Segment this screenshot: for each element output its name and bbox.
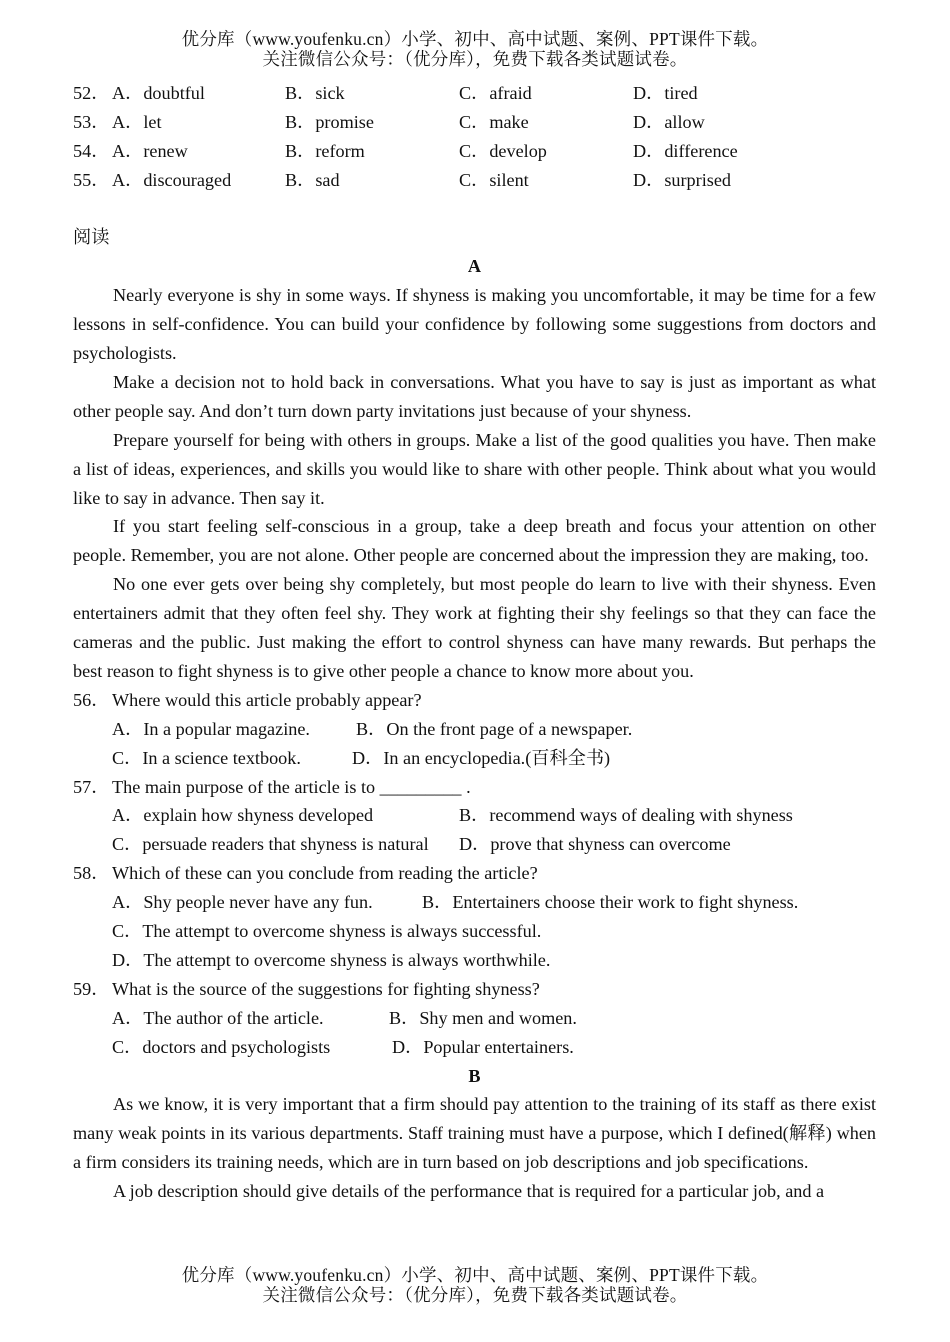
option-row — [73, 888, 876, 917]
option-b: B．On the front page of a newspaper. — [356, 718, 633, 739]
option-a: A．renew — [112, 140, 188, 161]
question-57 — [73, 773, 876, 802]
option-c: C．afraid — [459, 83, 532, 103]
passage-a-paragraph: Nearly everyone is shy in some ways. If shyness is making you uncomfortable, it may be time for a few lessons in self-confidence. You can build your confidence by following some suggestions from doctors and psychologists. — [73, 285, 876, 364]
option-d: D．difference — [633, 140, 738, 161]
option-d: D．tired — [633, 83, 698, 103]
question-56 — [73, 686, 876, 715]
question-stem: Which of these can you conclude from reading the article? — [112, 863, 538, 884]
question-stem: The main purpose of the article is to _________ . — [112, 776, 471, 797]
passage-a-paragraph: Make a decision not to hold back in conversations. What you have to say is just as important as what other people say. And don’t turn down party invitations just because of your shyness. — [73, 371, 876, 421]
passage-a-paragraph: If you start feeling self-conscious in a group, take a deep breath and focus your attention on other people. Remember, you are not alone. Other people are concerned about the impression they are making, too. — [73, 516, 876, 566]
cloze-option-row — [73, 79, 876, 108]
option-row — [73, 917, 876, 946]
header-line-1: 优分库（www.youfenku.cn）小学、初中、高中试题、案例、PPT课件下载。 — [181, 29, 769, 49]
page-footer — [0, 1265, 950, 1305]
passage-b-title: B — [468, 1065, 481, 1086]
option-b: B．Shy men and women. — [389, 1007, 577, 1028]
passage-a-paragraph: Prepare yourself for being with others in groups. Make a list of the good qualities you have. Then make a list of ideas, experiences, and skills you would like to share with other people. Think about what you would like to say in advance. Then say it. — [73, 429, 876, 508]
cloze-option-row — [73, 137, 876, 166]
option-row — [73, 1033, 876, 1062]
question-number: 58． — [73, 863, 110, 884]
document-body — [73, 79, 876, 1206]
option-row — [73, 946, 876, 975]
option-d: D．In an encyclopedia.(百科全书) — [352, 747, 611, 768]
option-a: A．Shy people never have any fun. — [112, 892, 373, 913]
option-b: B．Entertainers choose their work to fight shyness. — [422, 892, 799, 913]
option-b: B．reform — [285, 140, 365, 161]
option-b: B．recommend ways of dealing with shyness — [459, 805, 793, 826]
option-a: A．let — [112, 111, 162, 132]
passage-b-paragraph: As we know, it is very important that a firm should pay attention to the training of its staff as there exist many weak points in its various departments. Staff training must have a purpose, which I defined(解释) when a firm considers its training needs, which are in turn based on job descriptions and job specifications. — [73, 1094, 876, 1173]
option-a: A．The author of the article. — [112, 1007, 324, 1028]
option-row — [73, 744, 876, 773]
option-a: A．explain how shyness developed — [112, 805, 374, 826]
option-a: A．discouraged — [112, 169, 232, 190]
question-number: 53． — [73, 111, 110, 132]
cloze-option-row — [73, 108, 876, 137]
passage-b-paragraph: A job description should give details of the performance that is required for a particular job, and a — [113, 1181, 825, 1202]
option-row — [73, 801, 876, 830]
option-row — [73, 1004, 876, 1033]
option-c: C．make — [459, 111, 529, 132]
footer-line-2: 关注微信公众号：（优分库），免费下载各类试题试卷。 — [262, 1285, 688, 1305]
reading-section-label: 阅读 — [73, 227, 110, 248]
question-number: 57． — [73, 776, 110, 797]
question-number: 54． — [73, 140, 110, 161]
option-c: C．develop — [459, 140, 547, 161]
footer-line-1: 优分库（www.youfenku.cn）小学、初中、高中试题、案例、PPT课件下载。 — [181, 1265, 769, 1285]
passage-a-paragraph: No one ever gets over being shy completely, but most people do learn to live with their shyness. Even entertainers admit that they often feel shy. They work at fighting their shy feelings so that they can face the cameras and the public. Just making the effort to control shyness can have many rewards. But perhaps the best reason to fight shyness is to give other people a chance to know more about you. — [73, 574, 876, 682]
question-stem: Where would this article probably appear? — [112, 689, 422, 710]
question-number: 52． — [73, 83, 110, 103]
question-number: 59． — [73, 978, 110, 999]
blank-line — [73, 195, 876, 224]
option-b: B．sick — [285, 83, 345, 103]
question-58 — [73, 859, 876, 888]
option-c: C．The attempt to overcome shyness is always successful. — [112, 921, 542, 942]
passage-a-title: A — [467, 256, 482, 277]
question-number: 56． — [73, 689, 110, 710]
option-d: D．The attempt to overcome shyness is always worthwhile. — [112, 949, 551, 970]
option-d: D．Popular entertainers. — [392, 1036, 574, 1057]
option-a: A．In a popular magazine. — [112, 718, 310, 739]
option-c: C．In a science textbook. — [112, 747, 301, 768]
option-d: D．prove that shyness can overcome — [459, 834, 731, 855]
option-row — [73, 830, 876, 859]
page-header — [0, 29, 950, 69]
option-d: D．allow — [633, 111, 705, 132]
question-number: 55． — [73, 169, 110, 190]
header-line-2: 关注微信公众号：（优分库），免费下载各类试题试卷。 — [262, 49, 688, 69]
option-c: C．persuade readers that shyness is natural — [112, 834, 429, 855]
question-59 — [73, 975, 876, 1004]
option-c: C．silent — [459, 169, 529, 190]
option-b: B．promise — [285, 111, 374, 132]
option-d: D．surprised — [633, 169, 731, 190]
option-b: B．sad — [285, 169, 340, 190]
option-row — [73, 715, 876, 744]
option-a: A．doubtful — [112, 83, 205, 103]
question-stem: What is the source of the suggestions for fighting shyness? — [112, 978, 540, 999]
cloze-option-row — [73, 166, 876, 195]
option-c: C．doctors and psychologists — [112, 1036, 331, 1057]
